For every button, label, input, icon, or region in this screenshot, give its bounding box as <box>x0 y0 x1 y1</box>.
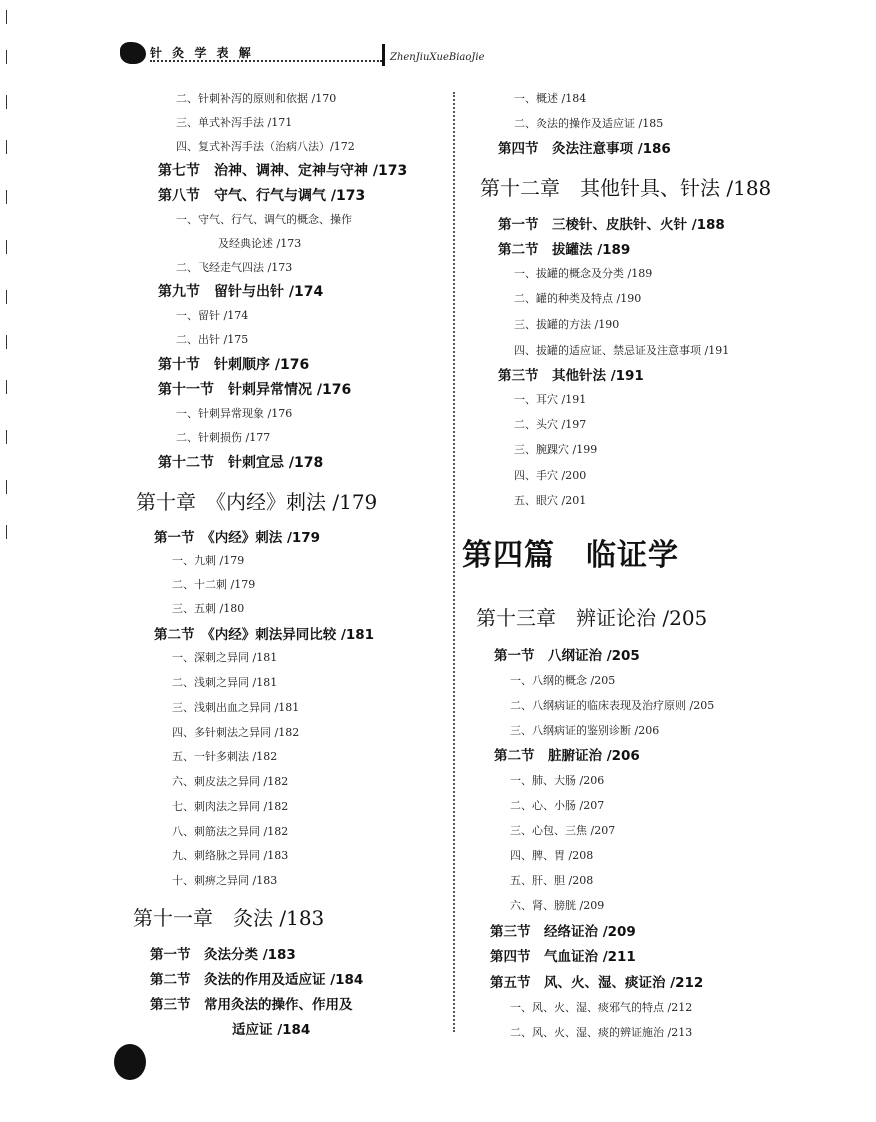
toc-entry: 一、针刺异常现象 /176 <box>176 407 293 420</box>
toc-section: 第四节 气血证治 /211 <box>490 949 636 965</box>
toc-entry: 二、灸法的操作及适应证 /185 <box>514 117 664 130</box>
toc-section: 适应证 /184 <box>232 1022 311 1038</box>
toc-section: 第三节 常用灸法的操作、作用及 <box>150 997 353 1013</box>
toc-section: 第三节 经络证治 /209 <box>490 924 636 940</box>
toc-section: 第十一节 针刺异常情况 /176 <box>158 382 352 398</box>
toc-chapter: 第十三章 辨证论治 /205 <box>476 606 708 630</box>
toc-chapter: 第十章 《内经》刺法 /179 <box>136 490 378 514</box>
toc-entry: 二、罐的种类及特点 /190 <box>514 292 642 305</box>
toc-entry: 四、多针刺法之异同 /182 <box>172 726 300 739</box>
toc-entry: 一、肺、大肠 /206 <box>510 774 605 787</box>
toc-entry: 一、八纲的概念 /205 <box>510 674 616 687</box>
toc-section: 第二节 《内经》刺法异同比较 /181 <box>154 627 375 643</box>
toc-entry: 四、脾、胃 /208 <box>510 849 594 862</box>
toc-part: 第四篇 临证学 <box>462 538 679 573</box>
toc-chapter: 第十二章 其他针具、针法 /188 <box>480 176 772 200</box>
toc-entry: 三、浅刺出血之异同 /181 <box>172 701 300 714</box>
header-title: 针 灸 学 表 解 <box>150 46 254 60</box>
toc-section: 第十节 针刺顺序 /176 <box>158 357 310 373</box>
toc-section: 第一节 灸法分类 /183 <box>150 947 296 963</box>
toc-section: 第十二节 针刺宜忌 /178 <box>158 455 324 471</box>
toc-entry: 二、心、小肠 /207 <box>510 799 605 812</box>
toc-entry: 八、刺筋法之异同 /182 <box>172 825 289 838</box>
toc-entry: 一、守气、行气、调气的概念、操作 <box>176 213 352 226</box>
toc-section: 第一节 八纲证治 /205 <box>494 648 640 664</box>
toc-entry: 六、肾、膀胱 /209 <box>510 899 605 912</box>
toc-section: 第一节 三棱针、皮肤针、火针 /188 <box>498 217 725 233</box>
toc-entry: 二、风、火、湿、痰的辨证施治 /213 <box>510 1026 693 1039</box>
toc-entry: 二、针刺补泻的原则和依据 /170 <box>176 92 337 105</box>
toc-entry: 及经典论述 /173 <box>218 237 302 250</box>
margin-ticks <box>6 0 9 560</box>
toc-section: 第二节 拔罐法 /189 <box>498 242 631 258</box>
header-ornament-icon <box>120 42 146 64</box>
toc-entry: 一、拔罐的概念及分类 /189 <box>514 267 653 280</box>
toc-entry: 五、肝、胆 /208 <box>510 874 594 887</box>
toc-entry: 七、刺肉法之异同 /182 <box>172 800 289 813</box>
toc-section: 第七节 治神、调神、定神与守神 /173 <box>158 163 408 179</box>
header-divider <box>382 44 385 66</box>
toc-entry: 二、头穴 /197 <box>514 418 587 431</box>
toc-section: 第八节 守气、行气与调气 /173 <box>158 188 366 204</box>
toc-entry: 三、腕踝穴 /199 <box>514 443 598 456</box>
toc-entry: 三、拔罐的方法 /190 <box>514 318 620 331</box>
toc-entry: 三、心包、三焦 /207 <box>510 824 616 837</box>
toc-entry: 二、出针 /175 <box>176 333 249 346</box>
toc-section: 第三节 其他针法 /191 <box>498 368 644 384</box>
toc-entry: 一、留针 /174 <box>176 309 249 322</box>
toc-entry: 五、眼穴 /201 <box>514 494 587 507</box>
toc-entry: 一、九刺 /179 <box>172 554 245 567</box>
toc-chapter: 第十一章 灸法 /183 <box>133 906 325 930</box>
toc-section: 第二节 灸法的作用及适应证 /184 <box>150 972 364 988</box>
toc-section: 第二节 脏腑证治 /206 <box>494 748 640 764</box>
toc-entry: 六、刺皮法之异同 /182 <box>172 775 289 788</box>
toc-section: 第一节 《内经》刺法 /179 <box>154 530 321 546</box>
toc-entry: 五、一针多刺法 /182 <box>172 750 278 763</box>
toc-entry: 四、复式补泻手法（治病八法）/172 <box>176 140 355 153</box>
toc-entry: 一、深刺之异同 /181 <box>172 651 278 664</box>
toc-entry: 二、飞经走气四法 /173 <box>176 261 293 274</box>
toc-entry: 九、刺络脉之异同 /183 <box>172 849 289 862</box>
toc-section: 第九节 留针与出针 /174 <box>158 284 324 300</box>
toc-entry: 十、刺痹之异同 /183 <box>172 874 278 887</box>
toc-entry: 三、八纲病证的鉴别诊断 /206 <box>510 724 660 737</box>
toc-entry: 四、手穴 /200 <box>514 469 587 482</box>
header-dotted-rule <box>150 60 382 62</box>
toc-entry: 二、针刺损伤 /177 <box>176 431 271 444</box>
corner-ornament-icon <box>114 1044 146 1080</box>
column-divider <box>453 92 455 1032</box>
toc-entry: 三、单式补泻手法 /171 <box>176 116 293 129</box>
toc-entry: 一、风、火、湿、痰邪气的特点 /212 <box>510 1001 693 1014</box>
toc-section: 第四节 灸法注意事项 /186 <box>498 141 671 157</box>
toc-entry: 二、浅刺之异同 /181 <box>172 676 278 689</box>
toc-entry: 三、五刺 /180 <box>172 602 245 615</box>
toc-entry: 一、耳穴 /191 <box>514 393 587 406</box>
toc-entry: 二、八纲病证的临床表现及治疗原则 /205 <box>510 699 715 712</box>
toc-entry: 一、概述 /184 <box>514 92 587 105</box>
toc-entry: 四、拔罐的适应证、禁忌证及注意事项 /191 <box>514 344 730 357</box>
running-header <box>120 40 485 70</box>
toc-section: 第五节 风、火、湿、痰证治 /212 <box>490 975 704 991</box>
toc-entry: 二、十二刺 /179 <box>172 578 256 591</box>
header-pinyin: ZhenJiuXueBiaoJie <box>390 52 485 63</box>
